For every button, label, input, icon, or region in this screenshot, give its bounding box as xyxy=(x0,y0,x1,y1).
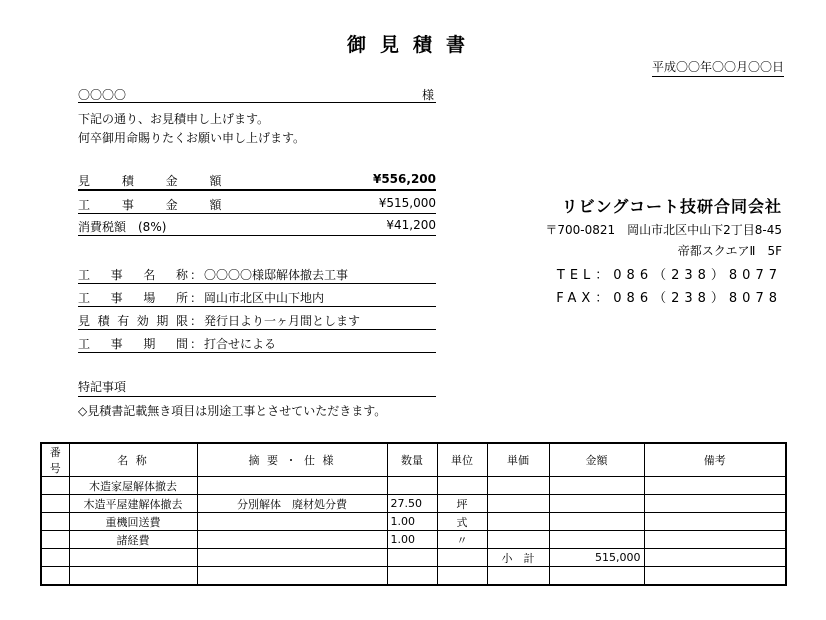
subtotal-label: 小 計 xyxy=(487,549,549,567)
company-tel: TEL：086（238）8077 xyxy=(556,268,782,283)
info-value: 〇〇〇〇様邸解体撤去工事 xyxy=(204,268,349,282)
column-header: 単価 xyxy=(487,443,549,477)
company-building: 帝都スクエアⅡ 5F xyxy=(677,244,782,258)
info-label: 工 事 名 称 xyxy=(78,268,188,282)
addressee-name: 〇〇〇〇 xyxy=(78,88,127,102)
greeting-line-2: 何卒御用命賜りたくお願い申し上げます。 xyxy=(78,131,306,145)
table-row xyxy=(41,513,786,531)
construction-amount-value: ¥515,000 xyxy=(378,196,436,210)
info-value: 岡山市北区中山下地内 xyxy=(204,291,325,305)
table-row xyxy=(41,549,786,567)
column-header: 単位 xyxy=(437,443,487,477)
addressee-honorific: 様 xyxy=(421,88,434,102)
table-row xyxy=(41,567,786,586)
item-qty: 1.00 xyxy=(387,531,437,549)
column-header: 備考 xyxy=(644,443,786,477)
divider xyxy=(78,213,436,214)
column-header: 番号 xyxy=(41,443,69,477)
item-unit: 式 xyxy=(437,513,487,531)
greeting-line-1: 下記の通り、お見積申し上げます。 xyxy=(78,112,270,126)
table-row xyxy=(41,477,786,495)
item-qty: 27.50 xyxy=(387,495,437,513)
tax-amount-label: 消費税額 (8%) xyxy=(78,220,167,234)
info-label: 見 積 有 効 期 限 xyxy=(78,314,188,328)
items-table xyxy=(40,442,787,586)
info-label: 工 事 場 所 xyxy=(78,291,188,305)
column-header: 金額 xyxy=(549,443,644,477)
info-row-validity: 見 積 有 効 期 限 ： 発行日より一ヶ月間とします xyxy=(78,310,436,330)
column-header: 摘 要 ・ 仕 様 xyxy=(197,443,387,477)
estimate-total-row xyxy=(78,170,436,189)
estimate-total-value: ¥556,200 xyxy=(372,172,436,186)
table-row xyxy=(41,531,786,549)
issue-date: 平成〇〇年〇〇月〇〇日 xyxy=(652,58,784,77)
item-name: 木造平屋建解体撤去 xyxy=(69,495,197,513)
notes-text: ◇見積書記載無き項目は別途工事とさせていただきます。 xyxy=(78,404,387,418)
item-name: 木造家屋解体撤去 xyxy=(69,477,197,495)
item-unit: 〃 xyxy=(437,531,487,549)
tax-amount-row xyxy=(78,216,436,235)
info-row-project-name: 工 事 名 称 ： 〇〇〇〇様邸解体撤去工事 xyxy=(78,264,436,284)
divider xyxy=(78,235,436,236)
notes-title: 特記事項 xyxy=(78,378,436,397)
info-row-period: 工 事 期 間 ： 打合せによる xyxy=(78,333,436,353)
item-name: 重機回送費 xyxy=(69,513,197,531)
column-header: 名 称 xyxy=(69,443,197,477)
info-label: 工 事 期 間 xyxy=(78,337,188,351)
subtotal-value: 515,000 xyxy=(549,549,644,567)
column-header: 数量 xyxy=(387,443,437,477)
table-header-row xyxy=(41,443,786,477)
info-row-site: 工 事 場 所 ： 岡山市北区中山下地内 xyxy=(78,287,436,307)
tax-amount-value: ¥41,200 xyxy=(386,218,436,232)
item-unit: 坪 xyxy=(437,495,487,513)
company-address: 〒700-0821 岡山市北区中山下2丁目8-45 xyxy=(545,223,782,237)
construction-amount-label: 工 事 金 額 xyxy=(78,198,236,212)
table-row xyxy=(41,495,786,513)
company-fax: FAX：086（238）8078 xyxy=(556,291,782,306)
item-qty: 1.00 xyxy=(387,513,437,531)
info-value: 発行日より一ヶ月間とします xyxy=(204,314,361,328)
item-spec: 分別解体 廃材処分費 xyxy=(197,495,387,513)
info-value: 打合せによる xyxy=(204,337,277,351)
company-name: リビングコート技研合同会社 xyxy=(561,197,782,216)
construction-amount-row xyxy=(78,194,436,213)
addressee-line xyxy=(78,86,436,103)
item-name: 諸経費 xyxy=(69,531,197,549)
divider xyxy=(78,189,436,191)
document-title: 御見積書 xyxy=(346,34,479,56)
estimate-total-label: 見 積 金 額 xyxy=(78,174,236,188)
